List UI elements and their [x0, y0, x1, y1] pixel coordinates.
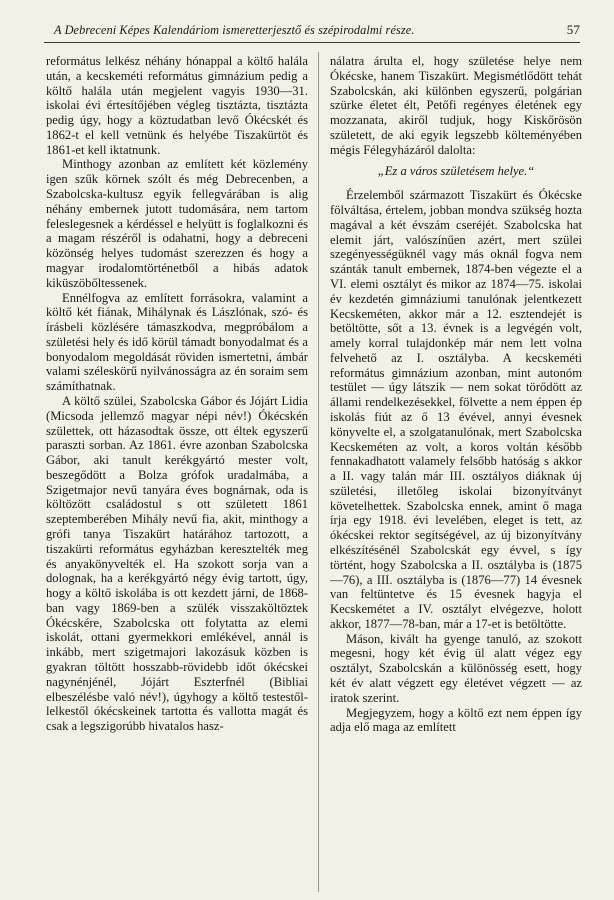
page-number: 57	[566, 22, 580, 37]
paragraph: református lelkész néhány hónappal a költő halála után, a kecskeméti református gimnázium pedig a költő halála után megjelent vagyis 1930—31. iskolai évi értesítőjében végleg tisztázta, tisztázta pedig úgy, hogy a köztudatban levő Ókécskét és 1862-t el kell vetnünk és helyébe Tiszakürtöt és 1861-et kell iktatnunk.	[46, 54, 308, 157]
right-column	[330, 54, 582, 735]
paragraph: Máson, kivált ha gyenge tanuló, az szokott megesni, hogy két évig ül alatt végez egy osztályt, Szabolcskán a különösség esett, hogy két év alatt végzett egy életévet végzett — az iratok szerint.	[330, 631, 582, 705]
paragraph: A költő szülei, Szabolcska Gábor és Jójárt Lidia (Micsoda jellemző magyar népi név!) Ókécskén születtek, ott házasodtak össze, ott éltek egyszerű paraszti sorban. Az 1861. évre azonban Szabolcska Gábor, aki tanult kerékgyártó mester volt, beszegődött a Bolza grófok uradalmába, a Szigetmajor nevű tanyára éves bognárnak, oda is költözött családostul s ott született 1861 szeptemberében Mihály nevű fia, akit, minthogy a grófi tanya Tiszakürt határához tartozott, a tiszakürti református egyházban keresztelték meg és anyakönyvelték el. Ha szokott sorja van a dolognak, ha a kerékgyártó négy évig tartott, úgy, hogy a költő iskolába is ott kezdett járni, de 1868-ban vagy 1869-ben a szülék visszaköltöztek Ókécskére, Szabolcska ott folytatta az elemi iskolát, ottani gyermekkori emlékével, annál is inkább, mert szigetmajori lakozásuk közben is gyakran töltött hosszabb-rövidebb időt ókécskei nagynénjénél, Jójárt Eszterfnél (Bibliai elbeszélésbe való név!), úgyhogy a költő testestől-lelkestől ókécskeinek tartotta és vallotta magát és csak a legszigorúbb hivatalos hasz-	[46, 393, 308, 734]
paragraph: Érzelemből származott Tiszakürt és Ókécske fölváltása, értelem, jobban mondva szükség hozta magával a két évszám cseréjét. Szabolcska hat elemit járt, valószínűen azért, mert szülei szegényességüknél vagy más oknál fogva nem szánták tanult embernek, 1874-ben végezte el a VI. elemi osztályt és mikor az 1874—75. iskolai év kezdetén gimnáziumi tanulónak jelentkezett Kecskeméten, akkor már a 12. esztendejét is betöltötte, sőt a 13. évnek is a legvégén volt, amely korral tulajdonkép már nem lett volna felvehető az I. osztályba. A kecskeméti református gimnázium azonban, mint autonóm testület — úgy látszik — nem sokat törődött az állami rendelkezésekkel, fölvette a nem éppen ép iskolás fiút az ő 13 évével, annyi évesnek könyvelte el, a szolgatanulónak, mert Szabolcska Kecskeméten az volt, a koros voltán később fennakadhatott valamely felsőbb hatóság s akkor a II. vagy talán már III. osztályos diáknak új születési, illetőleg iskolai bizonyítványt követelhettek. Szabolcska ennek, amint ő maga írja egy 1918. évi levelében, eleget is tett, az ókécskei rektor segítségével, az új bizonyítvány elkészítésénél Szabolcskát egy évvel, s így történt, hogy Szabolcska a II. osztályba is (1875—76), a III. osztályba is (1876—77) 14 évesnek van feltüntetve és 15 évesnek hagyja el Kecskemétet a IV. osztályt elvégezve, holott akkor, 1877—78-ban, már a 17-et is betöltötte.	[330, 188, 582, 631]
running-head	[44, 20, 580, 43]
paragraph: Minthogy azonban az említett két közlemény igen szűk körnek szólt és még Debrecenben, a Szabolcska-kultusz egyik fellegvárában is alig néhány embernek jutott tudomására, nem tartom feleslegesnek a kérdéssel e helyütt is foglalkozni és a magam részéről is odahatni, hogy a debreceni közönség helyes tudomást szerezzen és hogy a magyar irodalomtörténetből a hibás adatok kiküszöbőltessenek.	[46, 157, 308, 290]
column-divider	[318, 52, 319, 892]
running-title: A Debreceni Képes Kalendáriom ismeretterjesztő és szépirodalmi része.	[54, 23, 415, 37]
paragraph: Megjegyzem, hogy a költő ezt nem éppen így adja elő maga az említett	[330, 705, 582, 735]
left-column	[46, 54, 308, 734]
paragraph: nálatra árulta el, hogy születése helye nem Ókécske, hanem Tiszakürt. Megismétlődött tehát Szabolcskán, aki különben egyszerű, polgárian szürke életet élt, Petőfi regényes életének egy mozzanata, akiről tudjuk, hogy Kiskőrösön született, de aki egyik legszebb költeményében mégis Félegyházáról dalolta:	[330, 54, 582, 157]
paragraph: Ennélfogva az említett forrásokra, valamint a költő két fiának, Mihálynak és Lászlónak, szó- és írásbeli közlésére támaszkodva, megpróbálom a születési hely és idő körül támadt bonyodalmat és a bonyodalom megoldását röviden ismertetni, ámbár valami széleskörű nyilvánosságra az én soraim sem számíthatnak.	[46, 290, 308, 394]
poem-quote: „Ez a város születésem helye.“	[377, 164, 535, 179]
